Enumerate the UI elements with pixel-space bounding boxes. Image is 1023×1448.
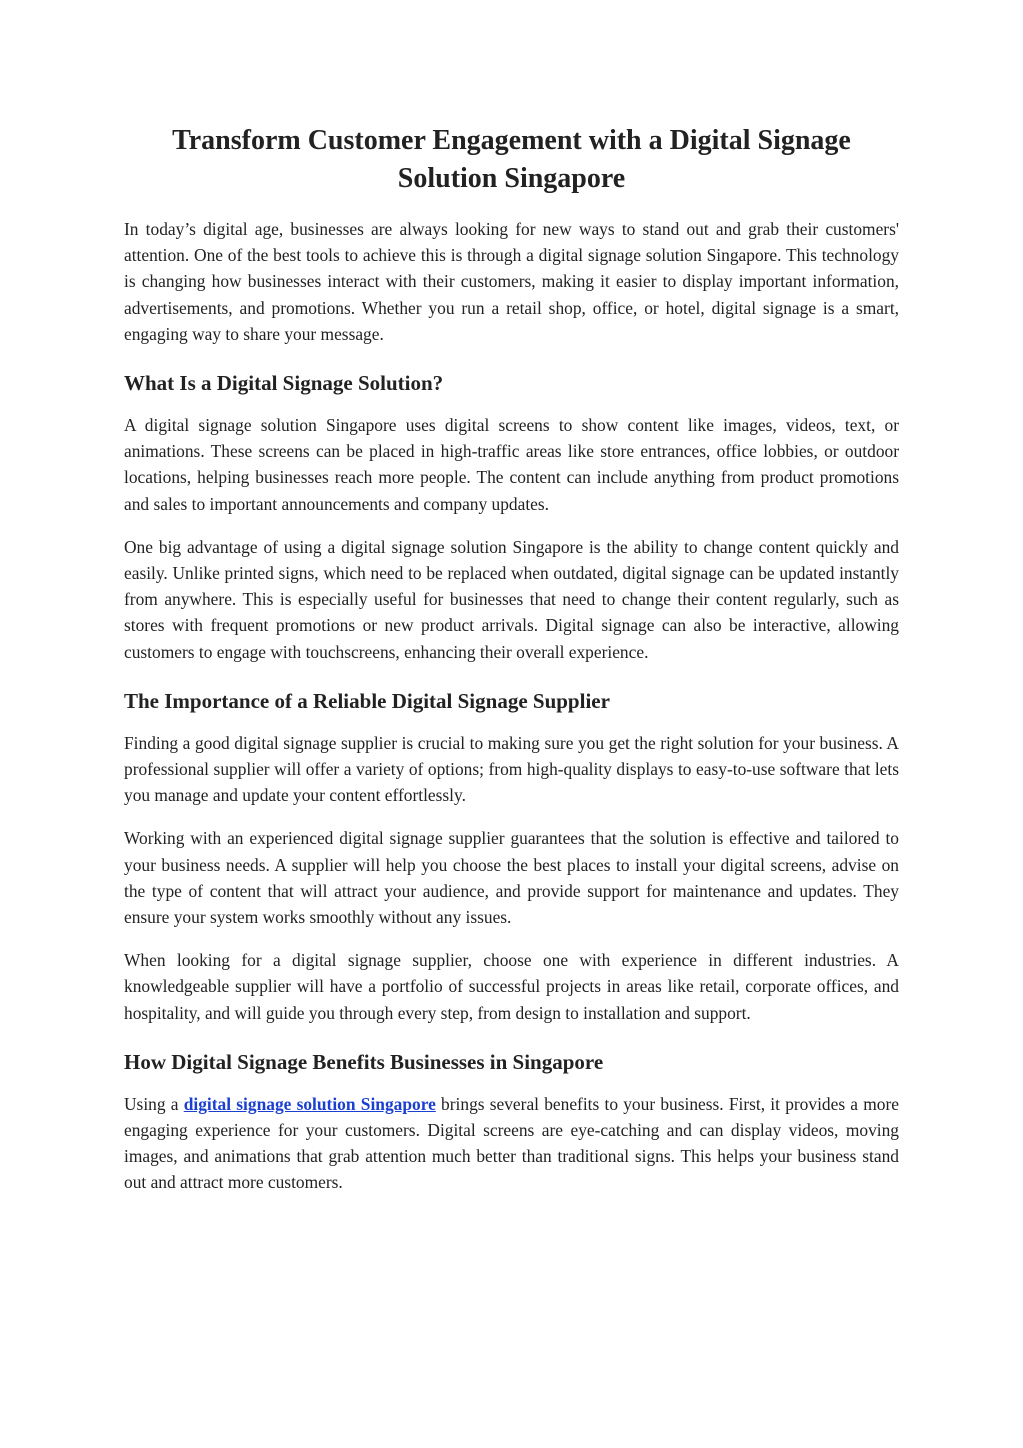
section-heading-supplier: The Importance of a Reliable Digital Signage Supplier bbox=[124, 688, 610, 713]
document-title: Transform Customer Engagement with a Digital Signage Solution Singapore bbox=[172, 125, 851, 194]
digital-signage-solution-link[interactable]: digital signage solution Singapore bbox=[183, 1093, 436, 1114]
paragraph-supplier-2: Working with an experienced digital signage supplier guarantees that the solution is effective and tailored to your business needs. A supplier will help you choose the best places to install your digital screens, advise on the type of content that will attract your audience, and provide support for maintenance and updates. They ensure your system works smoothly without any issues. bbox=[124, 828, 899, 928]
section-heading-benefits: How Digital Signage Benefits Businesses in Singapore bbox=[124, 1049, 604, 1074]
paragraph-supplier-3: When looking for a digital signage supplier, choose one with experience in different industries. A knowledgeable supplier will have a portfolio of successful projects in areas like retail, corporate offices, and hospitality, and will guide you through every step, from design to installation and support. bbox=[124, 950, 899, 1023]
section-heading-what-is: What Is a Digital Signage Solution? bbox=[124, 371, 444, 396]
paragraph-what-is-2: One big advantage of using a digital signage solution Singapore is the ability to change content quickly and easily. Unlike printed signs, which need to be replaced when outdated, digital signage can be updated instantly from anywhere. This is especially useful for businesses that need to change their content regularly, such as stores with frequent promotions or new product arrivals. Digital signage can also be interactive, allowing customers to engage with touchscreens, enhancing their overall experience. bbox=[124, 536, 899, 662]
benefits-text-after: brings several benefits to your business. First, it provides a more engaging experience for your customers. Digital screens are eye-catching and can display videos, moving images, and animations that grab attention much better than traditional signs. This helps your business stand out and attract more customers. bbox=[124, 1093, 899, 1193]
paragraph-benefits-1 bbox=[124, 1091, 899, 1196]
intro-paragraph: In today’s digital age, businesses are always looking for new ways to stand out and grab their customers' attention. One of the best tools to achieve this is through a digital signage solution Singapore. This technology is changing how businesses interact with their customers, making it easier to display important information, advertisements, and promotions. Whether you run a retail shop, office, or hotel, digital signage is a smart, engaging way to share your message. bbox=[124, 219, 899, 344]
document-page bbox=[124, 122, 899, 1196]
paragraph-what-is-1: A digital signage solution Singapore uses digital screens to show content like images, videos, text, or animations. These screens can be placed in high-traffic areas like store entrances, office lobbies, or outdoor locations, helping businesses reach more people. The content can include anything from product promotions and sales to important announcements and company updates. bbox=[124, 415, 899, 514]
paragraph-supplier-1: Finding a good digital signage supplier is crucial to making sure you get the right solution for your business. A professional supplier will offer a variety of options; from high-quality displays to easy-to-use software that lets you manage and update your content effortlessly. bbox=[124, 732, 899, 806]
benefits-text-before: Using a bbox=[124, 1093, 184, 1114]
